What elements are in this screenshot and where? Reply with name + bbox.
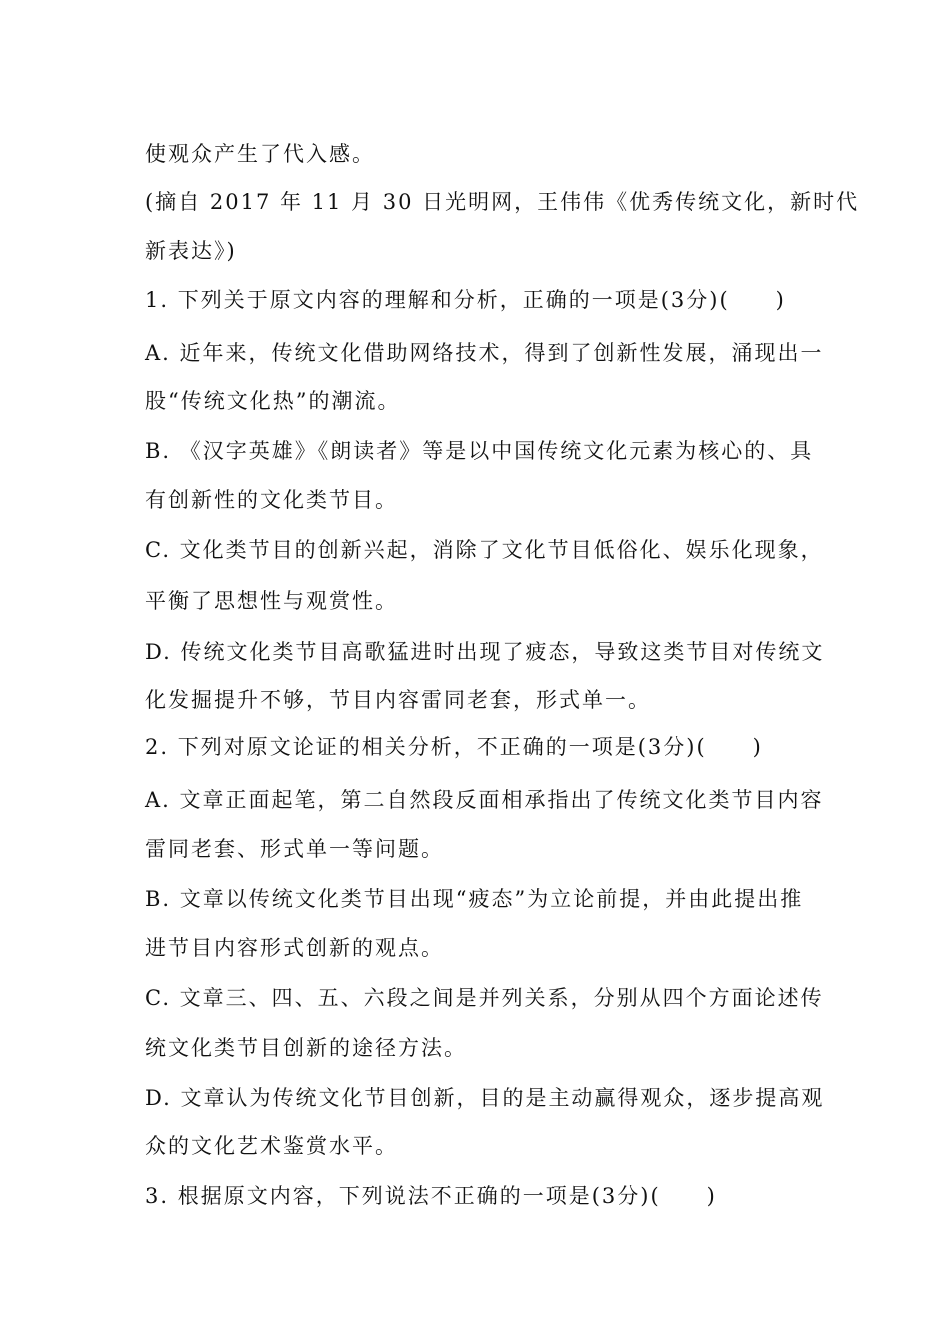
text-line: 化发掘提升不够，节目内容雷同老套，形式单一。 — [145, 688, 651, 712]
text-line: 雷同老套、形式单一等问题。 — [145, 837, 444, 861]
question-3-stem: 3. 根据原文内容，下列说法不正确的一项是(3分)( ) — [145, 1184, 717, 1208]
text-line: 平衡了思想性与观赏性。 — [145, 589, 398, 613]
text-line: B. 《汉字英雄》《朗读者》等是以中国传统文化元素为核心的、具 — [145, 439, 814, 463]
text-line: C. 文化类节目的创新兴起，消除了文化节目低俗化、娱乐化现象， — [145, 538, 824, 562]
text-line: A. 近年来，传统文化借助网络技术，得到了创新性发展，涌现出一 — [145, 341, 824, 365]
text-line: C. 文章三、四、五、六段之间是并列关系，分别从四个方面论述传 — [145, 986, 824, 1010]
text-line: A. 文章正面起笔，第二自然段反面相承指出了传统文化类节目内容 — [145, 788, 824, 812]
question-1-stem: 1. 下列关于原文内容的理解和分析，正确的一项是(3分)( ) — [145, 288, 786, 312]
text-line: 使观众产生了代入感。 — [145, 142, 375, 166]
text-line: D. 文章认为传统文化节目创新，目的是主动赢得观众，逐步提高观 — [145, 1086, 825, 1110]
text-line: 众的文化艺术鉴赏水平。 — [145, 1134, 398, 1158]
text-line: 新表达》) — [145, 239, 237, 263]
text-line: 统文化类节目创新的途径方法。 — [145, 1036, 467, 1060]
text-line: (摘自 2017 年 11 月 30 日光明网，王伟伟《优秀传统文化，新时代 — [145, 190, 860, 214]
text-line: D. 传统文化类节目高歌猛进时出现了疲态，导致这类节目对传统文 — [145, 640, 825, 664]
text-line: 有创新性的文化类节目。 — [145, 488, 398, 512]
text-line: 进节目内容形式创新的观点。 — [145, 936, 444, 960]
text-line: 股“传统文化热”的潮流。 — [145, 389, 401, 413]
text-line: B. 文章以传统文化类节目出现“疲态”为立论前提，并由此提出推 — [145, 887, 804, 911]
question-2-stem: 2. 下列对原文论证的相关分析，不正确的一项是(3分)( ) — [145, 735, 763, 759]
